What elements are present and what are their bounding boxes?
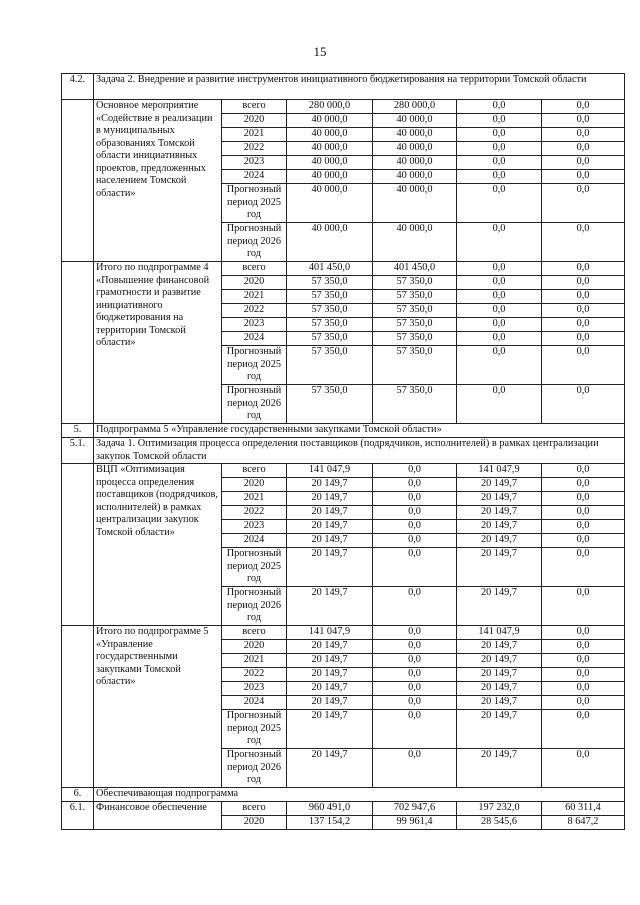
period-label: Прогнозный период 2026 год [222,587,287,626]
amount-cell: 0,0 [373,710,457,749]
amount-cell: 40 000,0 [287,114,373,128]
period-label: 2022 [222,304,287,318]
amount-cell: 0,0 [542,464,625,478]
amount-cell: 0,0 [457,262,542,276]
amount-cell: 0,0 [542,682,625,696]
amount-cell: 0,0 [373,696,457,710]
amount-cell: 0,0 [542,262,625,276]
period-label: 2021 [222,654,287,668]
amount-cell: 0,0 [542,696,625,710]
period-label: всего [222,262,287,276]
amount-cell: 40 000,0 [373,142,457,156]
item-name: Итого по подпрограмме 4 «Повышение финансовой грамотности и развитие инициативного бюджетирования на территории Томской области» [94,262,222,424]
amount-cell: 40 000,0 [373,114,457,128]
amount-cell: 0,0 [542,100,625,114]
amount-cell: 141 047,9 [287,464,373,478]
section-row [62,74,625,100]
table-row [62,262,625,276]
period-label: всего [222,626,287,640]
period-label: Прогнозный период 2025 год [222,710,287,749]
period-label: Прогнозный период 2026 год [222,223,287,262]
amount-cell: 0,0 [542,654,625,668]
amount-cell: 0,0 [542,184,625,223]
table-row [62,802,625,816]
amount-cell: 0,0 [542,506,625,520]
page-number: 15 [313,44,327,59]
amount-cell: 0,0 [457,290,542,304]
period-label: 2021 [222,128,287,142]
amount-cell: 20 149,7 [457,749,542,788]
amount-cell: 57 350,0 [373,318,457,332]
amount-cell: 0,0 [457,114,542,128]
amount-cell: 0,0 [457,346,542,385]
amount-cell: 57 350,0 [373,346,457,385]
amount-cell: 401 450,0 [373,262,457,276]
amount-cell: 960 491,0 [287,802,373,816]
row-number [62,262,94,424]
amount-cell: 20 149,7 [287,506,373,520]
amount-cell: 0,0 [373,478,457,492]
amount-cell: 0,0 [373,534,457,548]
amount-cell: 20 149,7 [287,587,373,626]
amount-cell: 20 149,7 [457,668,542,682]
amount-cell: 20 149,7 [457,587,542,626]
amount-cell: 0,0 [542,346,625,385]
period-label: 2021 [222,290,287,304]
amount-cell: 20 149,7 [287,640,373,654]
amount-cell: 0,0 [457,304,542,318]
amount-cell: 0,0 [373,654,457,668]
amount-cell: 0,0 [542,534,625,548]
table-row [62,100,625,114]
amount-cell: 141 047,9 [457,626,542,640]
amount-cell: 57 350,0 [287,304,373,318]
table-row [62,464,625,478]
period-label: 2020 [222,276,287,290]
amount-cell: 0,0 [373,749,457,788]
period-label: Прогнозный период 2026 год [222,749,287,788]
row-number: 6.1. [62,802,94,830]
amount-cell: 20 149,7 [457,710,542,749]
amount-cell: 0,0 [373,626,457,640]
amount-cell: 0,0 [542,749,625,788]
amount-cell: 0,0 [457,276,542,290]
period-label: 2020 [222,478,287,492]
amount-cell: 40 000,0 [287,170,373,184]
amount-cell: 40 000,0 [287,128,373,142]
amount-cell: 0,0 [542,142,625,156]
amount-cell: 0,0 [542,548,625,587]
period-label: 2020 [222,816,287,830]
row-number: 5.1. [62,438,94,464]
amount-cell: 0,0 [542,170,625,184]
amount-cell: 0,0 [457,170,542,184]
amount-cell: 0,0 [542,587,625,626]
amount-cell: 0,0 [457,128,542,142]
amount-cell: 20 149,7 [457,696,542,710]
amount-cell: 57 350,0 [287,346,373,385]
amount-cell: 20 149,7 [287,749,373,788]
row-number [62,464,94,626]
section-row [62,788,625,802]
section-row [62,438,625,464]
amount-cell: 0,0 [542,520,625,534]
amount-cell: 0,0 [457,142,542,156]
amount-cell: 20 149,7 [287,682,373,696]
period-label: 2023 [222,156,287,170]
amount-cell: 40 000,0 [373,128,457,142]
amount-cell: 40 000,0 [287,142,373,156]
amount-cell: 57 350,0 [287,318,373,332]
amount-cell: 0,0 [542,385,625,424]
amount-cell: 0,0 [373,668,457,682]
period-label: 2022 [222,506,287,520]
period-label: Прогнозный период 2025 год [222,184,287,223]
amount-cell: 57 350,0 [373,332,457,346]
period-label: всего [222,464,287,478]
amount-cell: 702 947,6 [373,802,457,816]
amount-cell: 20 149,7 [287,548,373,587]
amount-cell: 57 350,0 [287,385,373,424]
amount-cell: 141 047,9 [287,626,373,640]
amount-cell: 20 149,7 [457,534,542,548]
period-label: 2023 [222,318,287,332]
section-title: Обеспечивающая подпрограмма [94,788,625,802]
amount-cell: 57 350,0 [373,304,457,318]
amount-cell: 0,0 [373,464,457,478]
amount-cell: 28 545,6 [457,816,542,830]
amount-cell: 20 149,7 [457,640,542,654]
period-label: всего [222,802,287,816]
amount-cell: 0,0 [373,506,457,520]
amount-cell: 20 149,7 [457,548,542,587]
period-label: 2024 [222,332,287,346]
amount-cell: 20 149,7 [287,492,373,506]
period-label: Прогнозный период 2025 год [222,346,287,385]
row-number [62,626,94,788]
period-label: 2021 [222,492,287,506]
amount-cell: 141 047,9 [457,464,542,478]
amount-cell: 0,0 [542,276,625,290]
amount-cell: 20 149,7 [287,696,373,710]
amount-cell: 20 149,7 [457,492,542,506]
amount-cell: 20 149,7 [457,506,542,520]
amount-cell: 0,0 [542,492,625,506]
amount-cell: 57 350,0 [287,290,373,304]
amount-cell: 280 000,0 [373,100,457,114]
amount-cell: 8 647,2 [542,816,625,830]
period-label: 2022 [222,668,287,682]
amount-cell: 280 000,0 [287,100,373,114]
amount-cell: 0,0 [373,587,457,626]
amount-cell: 20 149,7 [287,654,373,668]
item-name: Финансовое обеспечение [94,802,222,830]
row-number [62,100,94,262]
amount-cell: 0,0 [457,318,542,332]
period-label: 2020 [222,640,287,654]
amount-cell: 137 154,2 [287,816,373,830]
amount-cell: 0,0 [457,332,542,346]
amount-cell: 20 149,7 [457,478,542,492]
amount-cell: 0,0 [542,318,625,332]
amount-cell: 0,0 [542,128,625,142]
budget-table [61,73,625,830]
amount-cell: 0,0 [542,626,625,640]
amount-cell: 20 149,7 [457,520,542,534]
amount-cell: 20 149,7 [287,520,373,534]
amount-cell: 57 350,0 [373,385,457,424]
amount-cell: 0,0 [457,156,542,170]
amount-cell: 0,0 [542,710,625,749]
amount-cell: 20 149,7 [457,654,542,668]
row-number: 5. [62,424,94,438]
amount-cell: 40 000,0 [373,156,457,170]
amount-cell: 0,0 [542,668,625,682]
period-label: Прогнозный период 2025 год [222,548,287,587]
period-label: 2023 [222,520,287,534]
table-row [62,626,625,640]
item-name: Основное мероприятие «Содействие в реализации в муниципальных образованиях Томской области инициативных проектов, предложенных населением Томской области» [94,100,222,262]
amount-cell: 0,0 [457,184,542,223]
amount-cell: 197 232,0 [457,802,542,816]
amount-cell: 0,0 [542,478,625,492]
amount-cell: 20 149,7 [457,682,542,696]
period-label: 2020 [222,114,287,128]
amount-cell: 0,0 [457,385,542,424]
section-title: Задача 2. Внедрение и развитие инструментов инициативного бюджетирования на территории Томской области [94,74,625,100]
amount-cell: 20 149,7 [287,668,373,682]
amount-cell: 20 149,7 [287,478,373,492]
amount-cell: 57 350,0 [287,332,373,346]
row-number: 4.2. [62,74,94,100]
amount-cell: 0,0 [457,100,542,114]
period-label: 2023 [222,682,287,696]
section-title: Задача 1. Оптимизация процесса определения поставщиков (подрядчиков, исполнителей) в рамках централизации закупок Томской области [94,438,625,464]
amount-cell: 0,0 [373,492,457,506]
amount-cell: 0,0 [542,640,625,654]
item-name: ВЦП «Оптимизация процесса определения поставщиков (подрядчиков, исполнителей) в рамках централизации закупок Томской области» [94,464,222,626]
amount-cell: 0,0 [542,114,625,128]
period-label: 2024 [222,534,287,548]
amount-cell: 0,0 [373,520,457,534]
amount-cell: 0,0 [542,332,625,346]
period-label: 2022 [222,142,287,156]
amount-cell: 0,0 [542,290,625,304]
amount-cell: 0,0 [542,223,625,262]
row-number: 6. [62,788,94,802]
period-label: 2024 [222,696,287,710]
amount-cell: 0,0 [542,156,625,170]
section-row [62,424,625,438]
amount-cell: 0,0 [373,640,457,654]
amount-cell: 40 000,0 [373,223,457,262]
amount-cell: 40 000,0 [287,223,373,262]
amount-cell: 0,0 [457,223,542,262]
item-name: Итого по подпрограмме 5 «Управление государственными закупками Томской области» [94,626,222,788]
section-title: Подпрограмма 5 «Управление государственными закупками Томской области» [94,424,625,438]
amount-cell: 401 450,0 [287,262,373,276]
amount-cell: 20 149,7 [287,534,373,548]
amount-cell: 40 000,0 [287,156,373,170]
amount-cell: 0,0 [542,304,625,318]
amount-cell: 60 311,4 [542,802,625,816]
period-label: всего [222,100,287,114]
amount-cell: 0,0 [373,548,457,587]
amount-cell: 99 961,4 [373,816,457,830]
amount-cell: 57 350,0 [373,276,457,290]
amount-cell: 57 350,0 [287,276,373,290]
amount-cell: 0,0 [373,682,457,696]
amount-cell: 40 000,0 [373,184,457,223]
amount-cell: 40 000,0 [287,184,373,223]
amount-cell: 57 350,0 [373,290,457,304]
period-label: 2024 [222,170,287,184]
period-label: Прогнозный период 2026 год [222,385,287,424]
amount-cell: 20 149,7 [287,710,373,749]
amount-cell: 40 000,0 [373,170,457,184]
